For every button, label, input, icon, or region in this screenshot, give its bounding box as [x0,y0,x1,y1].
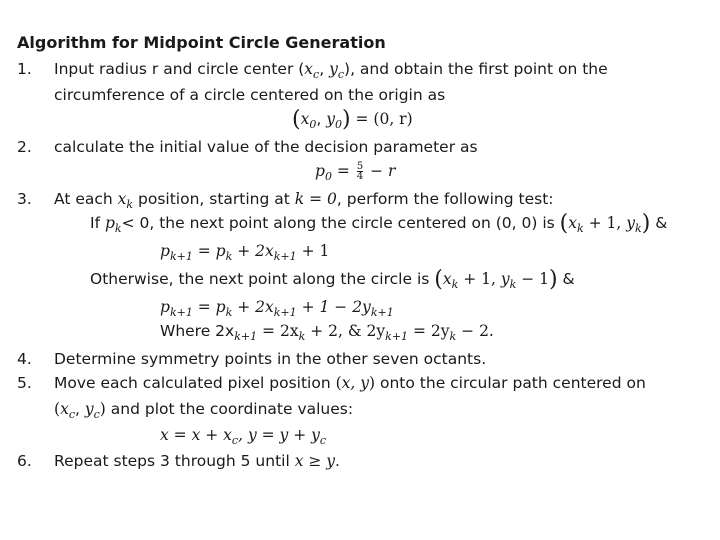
step-3-equation-1: $p_{k+1} = p_k + 2x_{k+1} + 1$ [160,242,330,263]
step-2-equation: $p_0$ = $\frac{5}{4}$ − r [315,161,396,183]
step-3-line-1: At each $x_k$ position, starting at k = 0, perform the following test: [54,190,554,211]
step-3-number: 3. [17,190,32,208]
step-3-if-line: If $p_k< 0$, the next point along the circle centered on (0, 0) is ($x_k + 1$, $y_k$) & [90,211,668,236]
step-4-line-1: Determine symmetry points in the other seven octants. [54,350,487,368]
step-1-line-1: Input radius r and circle center ($x_c$, $y_c$), and obtain the first point on the [54,60,608,81]
step-6-line-1: Repeat steps 3 through 5 until x ≥ y. [54,452,340,470]
step-1-line-2: circumference of a circle centered on the origin as [54,86,446,104]
step-5-number: 5. [17,374,32,392]
step-2-number: 2. [17,138,32,156]
step-1-number: 1. [17,60,32,78]
step-3-otherwise-line: Otherwise, the next point along the circle is ($x_k + 1$, $y_k - 1$) & [90,267,575,292]
step-5-equation: $x = x + x_c$, $y = y + y_c$ [160,426,327,447]
step-3-where-line: Where $2x_{k+1} = 2x_k + 2$, & $2y_{k+1} = 2y_k - 2$. [160,322,494,343]
fraction: $\frac{5}{4}$ [356,161,364,182]
step-6-number: 6. [17,452,32,470]
step-3-equation-2: $p_{k+1} = p_k + 2x_{k+1} + 1 - 2y_{k+1}$ [160,298,394,319]
step-5-line-1: Move each calculated pixel position (x, y) onto the circular path centered on [54,374,646,392]
slide-title: Algorithm for Midpoint Circle Generation [17,33,386,52]
step-5-line-2: ($x_c$, $y_c$) and plot the coordinate values: [54,400,354,421]
step-2-line-1: calculate the initial value of the decision parameter as [54,138,478,156]
step-1-equation: ($x_0$, $y_0) = (0$, r) [292,107,413,132]
step-4-number: 4. [17,350,32,368]
